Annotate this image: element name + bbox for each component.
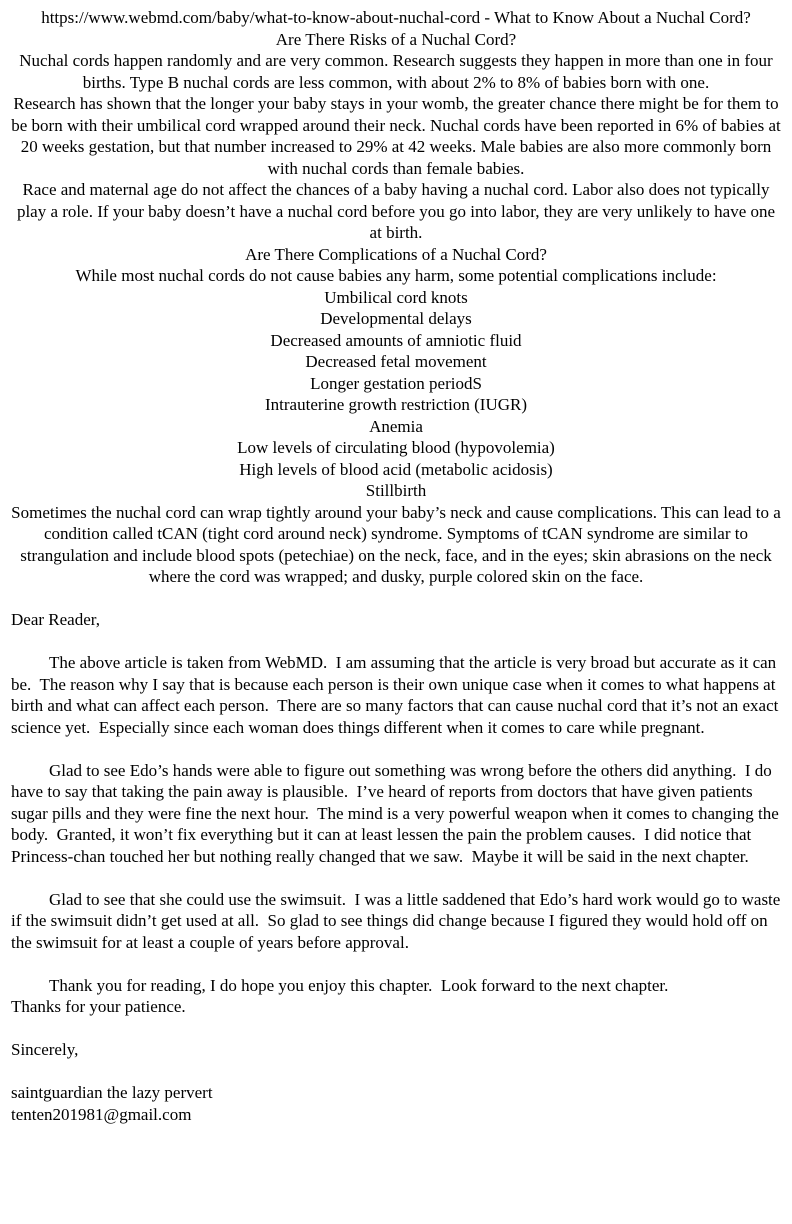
signature-email: tenten201981@gmail.com (11, 1104, 192, 1124)
complication-item: Low levels of circulating blood (hypovolemia) (237, 438, 555, 457)
letter-paragraph: Glad to see that she could use the swimsuit. I was a little saddened that Edo’s hard work would go to waste if the swimsuit didn’t get used at all. So glad to see things did change because I figured they would hold off on the swimsuit for at least a couple of years before approval. (11, 889, 785, 952)
article-risks-heading: Are There Risks of a Nuchal Cord? (275, 29, 517, 49)
letter-patience-line: Thanks for your patience. (11, 997, 186, 1016)
article-paragraph: Race and maternal age do not affect the chances of a baby having a nuchal cord. Labor also does not typically play a role. If your baby doesn’t have a nuchal cord before you go into labor, they are very unlikely to have one at birth. (16, 180, 776, 242)
complication-item: High levels of blood acid (metabolic acidosis) (239, 459, 553, 479)
letter-closing: Sincerely, (11, 1040, 79, 1059)
complication-item: Anemia (369, 416, 423, 436)
complication-item: Umbilical cord knots (324, 287, 468, 307)
article-source-line: https://www.webmd.com/baby/what-to-know-about-nuchal-cord - What to Know About a Nuchal Cord? (41, 8, 751, 27)
article-complications-heading: Are There Complications of a Nuchal Cord? (245, 244, 547, 264)
article-paragraph: Research has shown that the longer your baby stays in your womb, the greater chance there might be for them to be born with their umbilical cord wrapped around their neck. Nuchal cords have been reported in 6% of babies at 20 weeks gestation, but that number increased to 29% at 42 weeks. Male babies are also more commonly born with nuchal cords than female babies. (11, 94, 781, 178)
complication-item: Stillbirth (365, 481, 427, 500)
letter-section (11, 609, 785, 1125)
complication-item: Decreased amounts of amniotic fluid (270, 330, 522, 350)
article-paragraph: Nuchal cords happen randomly and are very common. Research suggests they happen in more than one in four births. Type B nuchal cords are less common, with about 2% to 8% of babies born with one. (19, 51, 773, 92)
letter-paragraph: Thank you for reading, I do hope you enjoy this chapter. Look forward to the next chapter. (49, 975, 669, 995)
complication-item: Longer gestation periodS (310, 373, 482, 393)
letter-paragraph: The above article is taken from WebMD. I am assuming that the article is very broad but accurate as it can be. The reason why I say that is because each person is their own unique case when it comes to what happens at birth and what can affect each person. There are so many factors that can cause nuchal cord that it’s not an exact science yet. Especially since each woman does things different when it comes to care while pregnant. (11, 653, 783, 737)
complication-item: Decreased fetal movement (305, 352, 487, 371)
article-section (11, 7, 781, 588)
letter-salutation: Dear Reader, (11, 610, 100, 629)
letter-paragraph: Glad to see Edo’s hands were able to figure out something was wrong before the others did anything. I do have to say that taking the pain away is plausible. I’ve heard of reports from doctors that have given patients sugar pills and they were fine the next hour. The mind is a very powerful weapon when it comes to changing the body. Granted, it won’t fix everything but it can at least lessen the pain the problem causes. I did notice that Princess-chan touched her but nothing really changed that we saw. Maybe it will be said in the next chapter. (11, 760, 784, 866)
article-complications-intro: While most nuchal cords do not cause babies any harm, some potential complications include: (75, 266, 717, 285)
complication-item: Intrauterine growth restriction (IUGR) (265, 395, 527, 414)
signature-name: saintguardian the lazy pervert (11, 1083, 213, 1102)
article-closing-paragraph: Sometimes the nuchal cord can wrap tightly around your baby’s neck and cause complications. This can lead to a condition called tCAN (tight cord around neck) syndrome. Symptoms of tCAN syndrome are similar to strangulation and include blood spots (petechiae) on the neck, face, and in the eyes; skin abrasions on the neck where the cord was wrapped; and dusky, purple colored skin on the face. (11, 502, 781, 586)
complication-item: Developmental delays (320, 309, 472, 328)
